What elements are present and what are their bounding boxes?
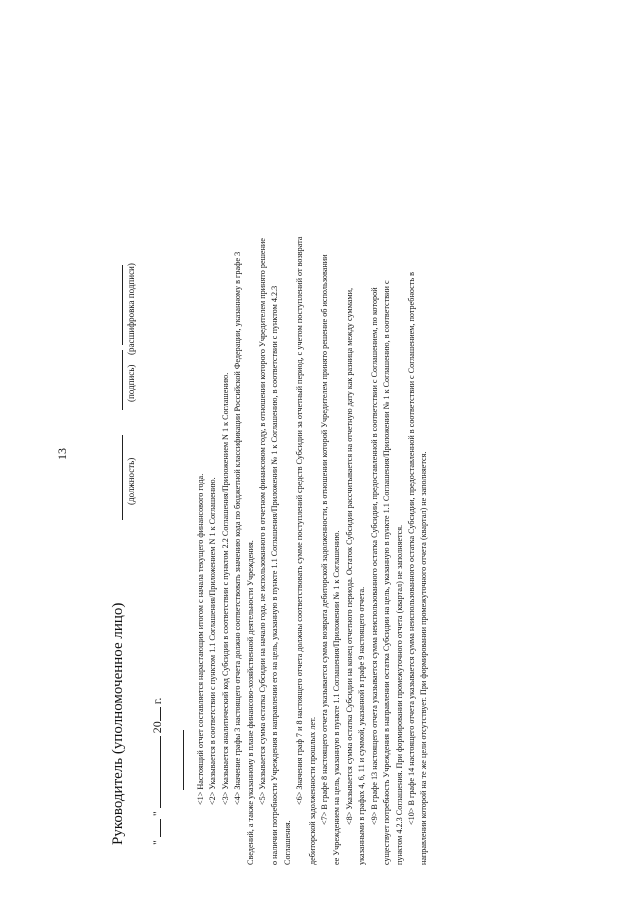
footnote-9-line-2: существует потребность Учреждения в направлении остатка Субсидии на цель, указанную в пункте 1.1 Соглашения/Приложении № 1 к Соглашению, в соответствии с	[382, 280, 392, 865]
head-signature-title: Руководитель (уполномоченное лицо)	[110, 602, 126, 845]
footnote-8-line-2: указанными в графах 4, 6, 11 и суммой, указанной в графе 9 настоящего отчета.	[357, 586, 367, 865]
date-month-blank	[150, 736, 161, 808]
page-number: 13	[55, 448, 69, 460]
footnotes	[195, 45, 431, 865]
footnote-4-line-1: <4> Значение графы 3 настоящего отчета должно соответствовать значению кода по бюджетной классификации Российской Федерации, указанному в графе 3	[233, 251, 243, 805]
signature-date	[150, 698, 165, 845]
footnote-2: <2> Указывается в соответствии с пунктом 1.1 Соглашения/Приложением N 1 к Соглашению.	[208, 477, 218, 805]
date-quote-close: "	[150, 811, 164, 817]
date-year-prefix: 20	[150, 721, 164, 734]
footnote-5-line-2: о наличии потребности Учреждения в направлении его на цель, указанную в пункте 1.1 Соглашения/Приложении № 1 к Соглашению, в соответствии с пунктом 4.2.3	[270, 285, 280, 865]
date-year-suffix: г.	[150, 697, 164, 705]
date-year-blank	[150, 707, 161, 721]
footnote-separator	[183, 730, 184, 790]
footnote-7-line-1: <7> В графе 8 настоящего отчета указывается сумма возврата дебиторской задолженности, в отношении которой Учредителем принято решение об использовании	[320, 254, 330, 825]
footnote-6-line-1: <6> Значения граф 7 и 8 настоящего отчета должны соответствовать сумме поступлений средств Субсидии за отчетный период, с учетом поступлений от возврата	[295, 236, 305, 805]
name-decode-label: (расшифровка подписи)	[126, 263, 136, 355]
name-decode-line	[122, 265, 123, 345]
footnote-3: <3> Указывается аналитический код Субсидии в соответствии с пунктом 2.2 Соглашения/Приложением N 1 к Соглашению.	[220, 372, 230, 805]
position-line	[122, 435, 123, 520]
footnote-5-line-3: Соглашения.	[282, 820, 292, 865]
footnote-10-line-1: <10> В графе 14 настоящего отчета указывается сумма неиспользованного остатка Субсидии, предоставленной в соответствии с Соглашением, потребность в	[406, 272, 416, 825]
signature-line	[122, 350, 123, 410]
signature-label: (подпись)	[126, 364, 136, 402]
footnote-6-line-2: дебиторской задолженности прошлых лет.	[307, 716, 317, 865]
footnote-7-line-2: ее Учреждением на цель, указанную в пункте 1.1 Соглашения/Приложении № 1 к Соглашению.	[332, 530, 342, 865]
footnote-9-line-1: <9> В графе 13 настоящего отчета указывается сумма неиспользованного остатка Субсидии, предоставленной в соответствии с Соглашением, по которой	[369, 287, 379, 825]
position-label: (должность)	[126, 457, 136, 505]
footnote-9-line-3: пунктом 4.2.3 Соглашения. При формировании промежуточного отчета (квартал) не заполняется.	[394, 524, 404, 865]
footnote-4-line-2: Сведений, а также указанному в плане финансово-хозяйственной деятельности Учреждения.	[245, 540, 255, 865]
date-day-blank	[150, 819, 161, 837]
footnote-5-line-1: <5> Указывается сумма остатка Субсидии на начало года, не использованного в отчетном финансовом году, в отношении которого Учредителем принято решение	[258, 238, 268, 805]
date-quote-open: "	[150, 840, 164, 845]
footnote-10-line-2: направлении которой на те же цели отсутствует. При формировании промежуточного отчета (квартал) не заполняется.	[419, 451, 429, 865]
footnote-8-line-1: <8> Указывается сумма остатка Субсидии на конец отчетного периода. Остаток Субсидии рассчитывается на отчетную дату как разница между суммами,	[344, 287, 354, 825]
footnote-1: <1> Настоящий отчет составляется нарастающим итогом с начала текущего финансового года.	[196, 473, 205, 805]
